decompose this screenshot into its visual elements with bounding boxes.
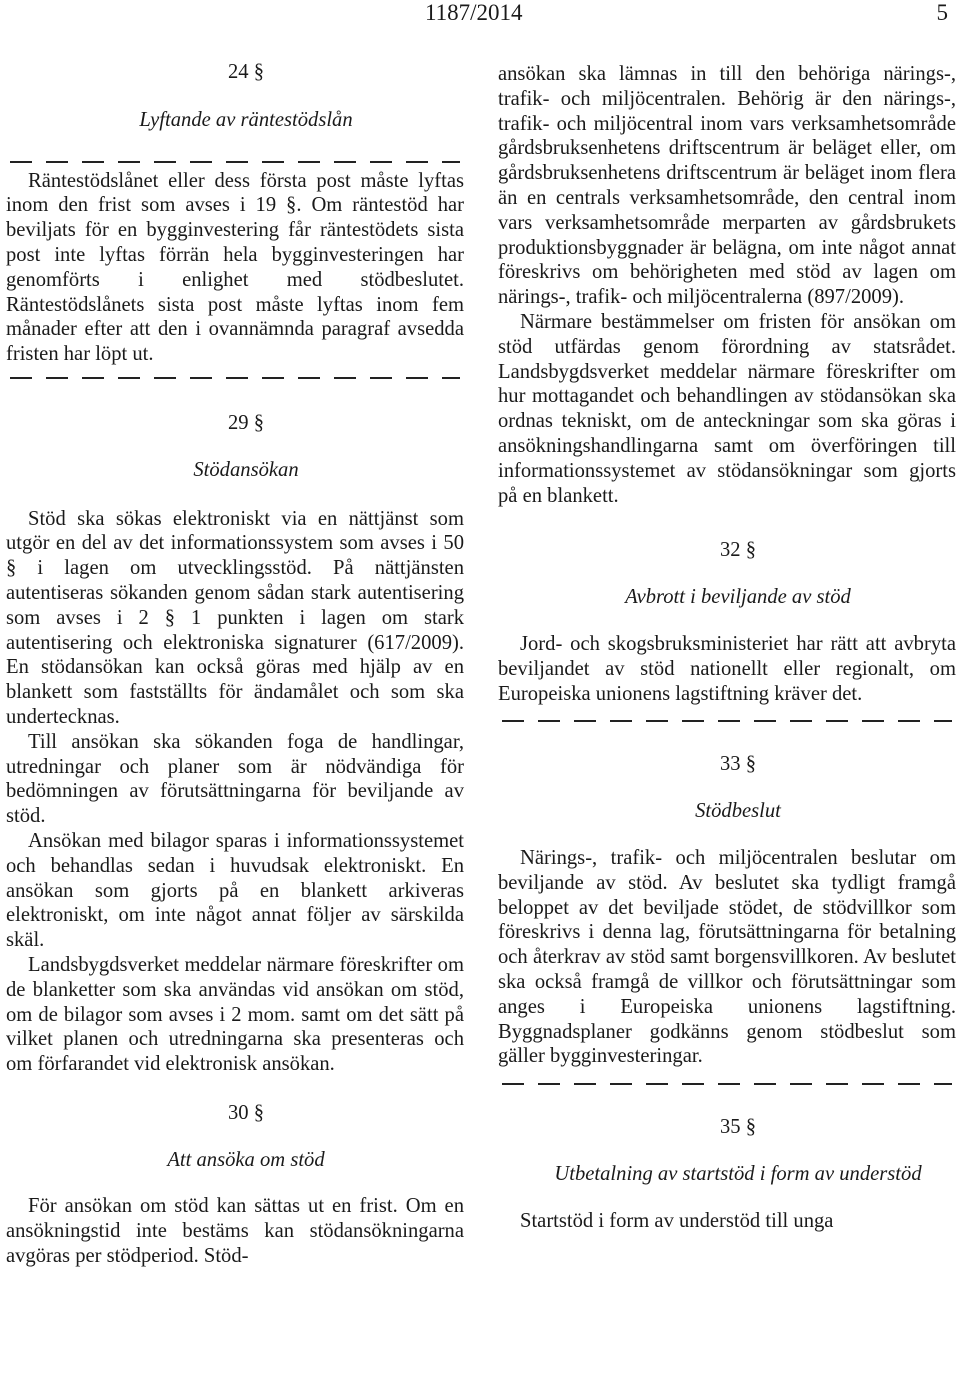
document-number: 1187/2014 bbox=[425, 0, 523, 25]
section-29-paragraph-2: Till ansökan ska sökanden foga de handlingar, utredningar och planer som är nödvändiga för bedömningen av förutsättningarna för beviljande av stöd. bbox=[6, 730, 464, 828]
section-33-title: Stödbeslut bbox=[695, 800, 781, 823]
section-31-paragraph-2: Närmare bestämmelser om fristen för ansökan om stöd utfärdas genom förordning av statsrådet. Landsbygdsverket meddelar närmare föreskrifter om hur mottagandet och behandlingen av stödansökan ska ordnas tekniskt, om de anteckningar som ska göras i ansökningshandlingarna samt om överföringen till informationssystemet av stödansökningar som gjorts på en blankett. bbox=[498, 310, 956, 507]
right-column bbox=[498, 62, 956, 1233]
section-divider-bottom bbox=[10, 377, 460, 379]
section-35-title: Utbetalning av startstöd i form av understöd bbox=[554, 1162, 922, 1185]
section-32-paragraph: Jord- och skogsbruksministeriet har rätt att avbryta beviljandet av stöd nationellt eller regionalt, om Europeiska unionens lagstiftning kräver det. bbox=[498, 632, 956, 705]
left-column bbox=[6, 58, 464, 1269]
section-35-number: 35 § bbox=[719, 1116, 757, 1139]
page-number: 5 bbox=[936, 0, 948, 25]
section-24-number: 24 § bbox=[227, 61, 265, 83]
section-divider-33 bbox=[502, 1083, 952, 1085]
section-30-paragraph: För ansökan om stöd kan sättas ut en frist. Om en ansökningstid inte bestäms kan stödansökningarna avgöras per stödperiod. Stöd- bbox=[6, 1195, 464, 1268]
section-29-number: 29 § bbox=[227, 411, 265, 434]
section-29-title: Stödansökan bbox=[193, 458, 299, 481]
continued-paragraph: ansökan ska lämnas in till den behöriga närings-, trafik- och miljöcentralen. Behörig är den närings-, trafik- och miljöcentral inom vars verksamhetsområde gårdsbruksenhetens driftscentrum är beläget eller, om gårdsbruksenhetens driftscentrum är beläget inom flera än en centrals verksamhetsområde, den central inom vars verksamhetsområde merparten av gårdsbrukets produktionsbyggnader är belägna, om inte något annat föreskrivs om behörigheten med stöd av lagen om närings-, trafik- och miljöcentralerna (897/2009). bbox=[498, 63, 956, 309]
section-32-title: Avbrott i beviljande av stöd bbox=[625, 586, 851, 609]
section-35-paragraph: Startstöd i form av understöd till unga bbox=[520, 1209, 834, 1232]
section-30-title: Att ansöka om stöd bbox=[167, 1148, 325, 1171]
section-24-paragraph: Räntestödslånet eller dess första post måste lyftas inom den frist som avses i 19 §. Om räntestöd har beviljats för en bygginvestering får räntestödets sista post inte lyftas förrän hela bygginvesteringen har genomförts i enlighet med stödbeslutet. Räntestödslånets sista post måste lyftas inom fem månader efter att den i ovannämnda paragraf avsedda fristen har löpt ut. bbox=[6, 169, 464, 366]
section-33-paragraph: Närings-, trafik- och miljöcentralen beslutar om beviljande av stöd. Av beslutet ska tydligt framgå beloppet av det beviljade stödet, de stödvillkor som föreskrivs i denna lag, förutsättningarna för betalning och återkrav av stöd samt borgensvillkoren. Av beslutet ska också framgå de villkor och förutsättningar som anges i Europeiska unionens lagstiftning. Byggnadsplaner godkänns genom stödbeslut som gäller bygginvesteringar. bbox=[498, 846, 956, 1068]
section-divider-top bbox=[10, 161, 460, 163]
section-30-number: 30 § bbox=[227, 1101, 265, 1124]
section-33-number: 33 § bbox=[719, 753, 757, 776]
page-header bbox=[0, 0, 960, 28]
section-32-number: 32 § bbox=[719, 539, 757, 562]
section-24-title: Lyftande av räntestödslån bbox=[139, 108, 353, 131]
section-29-paragraph-1: Stöd ska sökas elektroniskt via en nättjänst som utgör en del av det informationssystem som avses i 50 § i lagen om utvecklingsstöd. På nättjänsten autentiseras sökanden genom sådan stark autentisering som avses i 2 § 1 punkten i lagen om stark autentisering och elektroniska signaturer (617/2009). En stödansökan kan också göras med hjälp av en blankett som fastställts för ändamålet och som ska undertecknas. bbox=[6, 507, 464, 728]
section-29-paragraph-3: Ansökan med bilagor sparas i informationssystemet och behandlas sedan i huvudsak elektroniskt. En ansökan som gjorts på en blankett arkiveras elektroniskt, om inte något annat följer av särskilda skäl. bbox=[6, 829, 464, 952]
section-29-paragraph-4: Landsbygdsverket meddelar närmare föreskrifter om de blanketter som ska användas vid ansökan om stöd, om de bilagor som avses i 2 mom. samt om det sätt på vilket planen och utredningarna ska presenteras och om förfarandet vid elektronisk ansökan. bbox=[6, 953, 464, 1076]
section-divider-32 bbox=[502, 720, 952, 722]
